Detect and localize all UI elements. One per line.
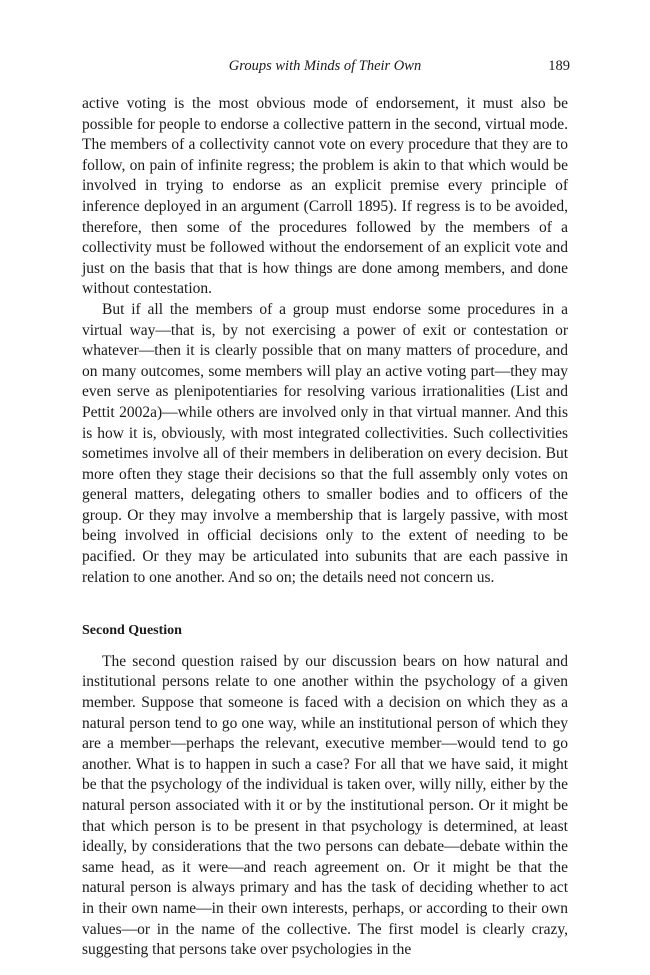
paragraph: But if all the members of a group must endorse some procedures in a virtual way—that is, by not exercising a power of exit or contestation or whatever—then it is clearly possible that on many matters of procedure, and on many outcomes, some members will play an active voting part—they may even serve as plenipotentiaries for resolving various irrationalities (List and Pettit 2002a)—while others are involved only in that virtual manner. And this is how it is, obviously, with most integrated collectivities. Such collectivities sometimes involve all of their members in deliberation on every decision. But more often they stage their decisions so that the full assembly only votes on general matters, delegating others to smaller bodies and to officers of the group. Or they may involve a membership that is largely passive, with most being involved in official decisions only to the extent of needing to be pacified. Or they may be articulated into subunits that are each passive in relation to one another. And so on; the details need not concern us. xyxy=(82,300,568,586)
page-header xyxy=(0,58,650,78)
page-body xyxy=(82,94,568,961)
paragraph: The second question raised by our discussion bears on how natural and institutional persons relate to one another within the psychology of a given member. Suppose that someone is faced with a decision on which they as a natural person tend to go one way, while an institutional person of which they are a member—perhaps the relevant, executive member—would tend to go another. What is to happen in such a case? For all that we have said, it might be that the psychology of the individual is taken over, willy nilly, either by the natural person associated with it or by the institutional person. Or it might be that which person is to be present in that psychology is determined, at least ideally, by considerations that the two persons can debate—debate within the same head, as it were—and reach agreement on. Or it might be that the natural person is always primary and has the task of deciding whether to act in their own name—in their own interests, perhaps, or according to their own values—or in the name of the collective. The first model is clearly crazy, suggesting that persons take over psychologies in the xyxy=(82,652,568,959)
page-number: 189 xyxy=(548,58,570,74)
paragraph-continued: active voting is the most obvious mode of endorsement, it must also be possible for people to endorse a collective pattern in the second, virtual mode. The members of a collectivity cannot vote on every procedure that they are to follow, on pain of infinite regress; the problem is akin to that which would be involved in trying to endorse as an explicit premise every principle of inference deployed in an argument (Carroll 1895). If regress is to be avoided, therefore, then some of the procedures followed by the members of a collectivity must be followed without the endorsement of an explicit vote and just on the basis that that is how things are done among members, and done without contestation. xyxy=(82,95,568,298)
section-heading: Second Question xyxy=(82,623,182,639)
running-head: Groups with Minds of Their Own xyxy=(228,58,422,74)
